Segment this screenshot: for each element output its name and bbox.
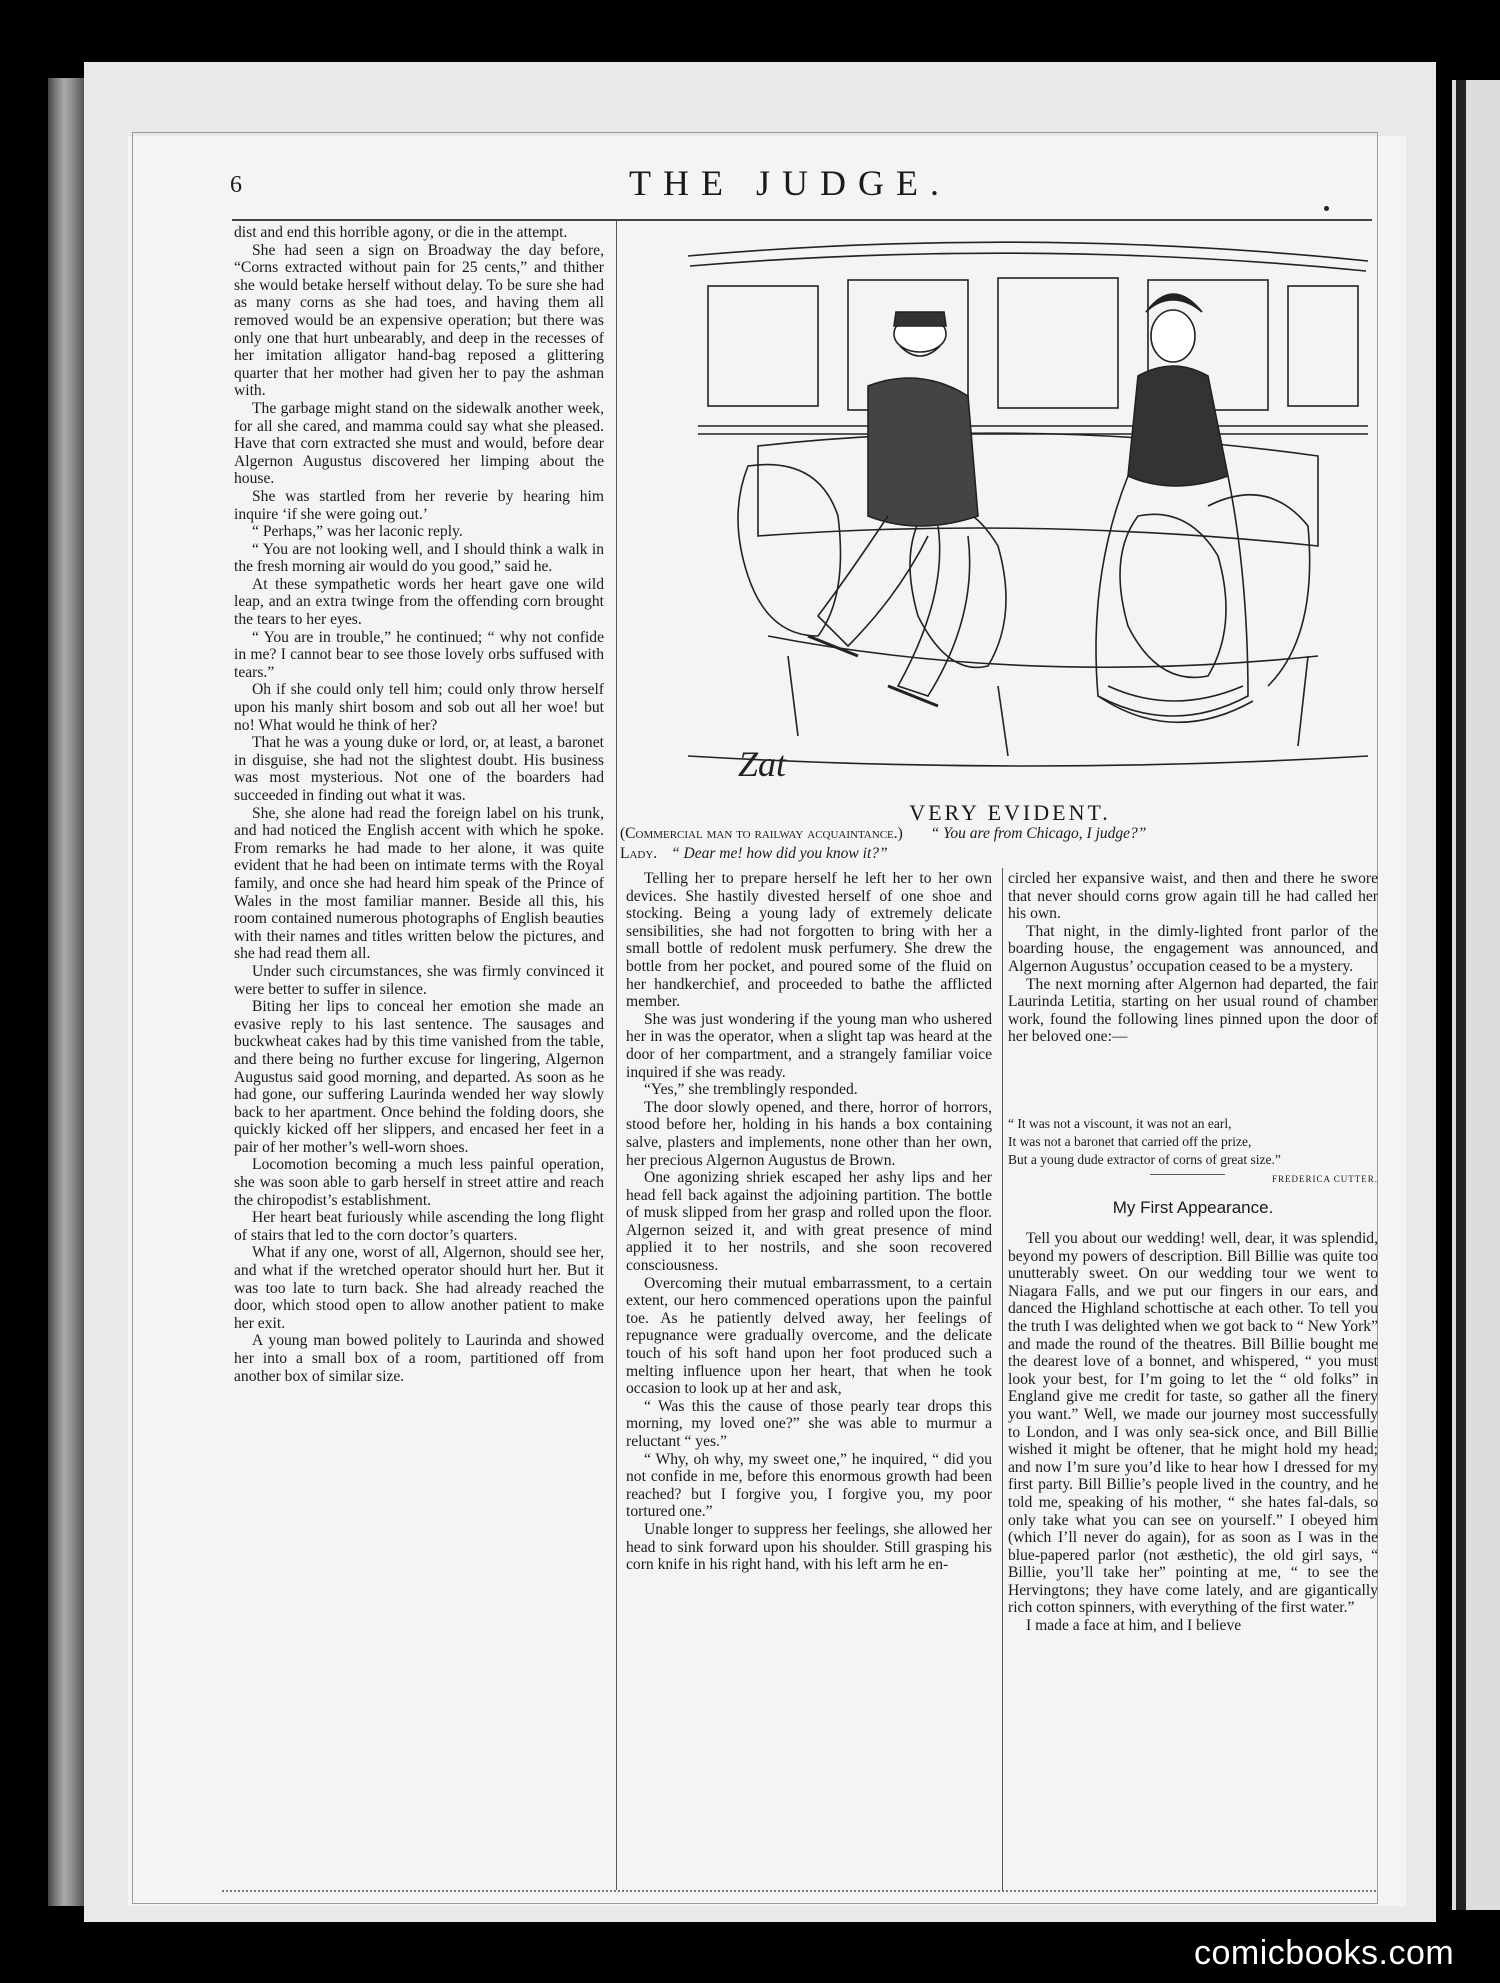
- cartoon-caption: [620, 824, 1380, 864]
- paragraph: What if any one, worst of all, Algernon, should see her, and what if the wretched operator should hurt her. But it was too late to turn back. She had already reached the door, which stood open to allow another patient to make her exit.: [234, 1244, 604, 1332]
- paragraph: Tell you about our wedding! well, dear, it was splendid, beyond my powers of description. Bill Billie was quite too unutterably sweet. On our wedding tour we went to Niagara Falls, and we put our fingers in our ears, and danced the Highland schottische at each other. To tell you the truth I was delighted when we got back to “ New York” and made the round of the theatres. Bill Billie bought me the dearest love of a bonnet, and whispered, “ you must look your best, for I’m going to let the “ old folks” in England give me credit for taste, so gather all the finery you want.” Well, we made our journey most successfully to London, and I was only sea-sick once, and Bill Billie wished it might be oftener, that he might hold my head; and now I’m sure you’d like to hear how I dressed for my first party. Bill Billie’s people lived in the country, and he told me, speaking of his mother, “ she hates fal-dals, so only take what you can see on yourself.” I obeyed him (which I’ll never do again), for as soon as I was in the blue-papered parlor (not æsthetic), the old girl says, “ Billie, you’ll take her” pointing at me, “ to see the Hervingtons; they have come lately, and are gigantically rich cotton spinners, with everything of the first water.”: [1008, 1230, 1378, 1617]
- column-rule-left: [616, 220, 617, 1890]
- article-column-3-continuation: [1008, 870, 1378, 1110]
- book-page-edges: [48, 78, 84, 1906]
- poem-signature: FREDERICA CUTTER.: [1271, 1174, 1378, 1184]
- paragraph: The next morning after Algernon had departed, the fair Laurinda Letitia, starting on her usual round of chamber work, found the following lines pinned upon the door of her beloved one:—: [1008, 975, 1378, 1046]
- page-number: 6: [230, 172, 242, 198]
- paragraph: “ Perhaps,” was her laconic reply.: [252, 523, 463, 541]
- column-rule-right: [1002, 868, 1003, 1890]
- caption-quote-2: “ Dear me! how did you know it?”: [671, 845, 888, 862]
- paragraph: One agonizing shriek escaped her ashy lips and her head fell back against the adjoining partition. The bottle of musk slipped from her grasp and rolled upon the floor. Algernon seized it, and with great presence of mind applied it to her nostrils, and she soon recovered consciousness.: [626, 1169, 992, 1275]
- caption-speaker-1: (Commercial man to railway acquaintance.): [620, 825, 903, 842]
- caption-line-1: [620, 824, 1380, 844]
- paragraph: Overcoming their mutual embarrassment, to a certain extent, our hero commenced operations upon the painful toe. As he patiently delved away, her feelings of repugnance were gradually overcome, and the delicate touch of his soft hand upon her foot produced such a melting influence upon her heart, that when he took occasion to look up at her and ask,: [626, 1274, 992, 1398]
- paragraph: Oh if she could only tell him; could only throw herself upon his manly shirt bosom and sob out all her woe! but no! What would he think of her?: [234, 681, 604, 734]
- article-column-1: [234, 224, 604, 1884]
- caption-line-2: [620, 844, 1380, 864]
- ornament-dot: [1324, 206, 1329, 211]
- article-column-2: [626, 870, 992, 1880]
- paragraph: I made a face at him, and I believe: [1026, 1617, 1242, 1635]
- paragraph: The garbage might stand on the sidewalk another week, for all she cared, and mamma could say what she pleased. Have that corn extracted she must and would, before dear Algernon Augustus discovered her limping about the house.: [234, 399, 604, 488]
- paragraph: Unable longer to suppress her feelings, she allowed her head to sink forward upon his shoulder. Still grasping his corn knife in his right hand, with his left arm he en-: [626, 1520, 992, 1574]
- section-heading: My First Appearance.: [1112, 1198, 1274, 1217]
- artist-signature: Zat: [738, 744, 787, 784]
- paragraph: dist and end this horrible agony, or die in the attempt.: [234, 224, 568, 241]
- footer-rule: [222, 1890, 1376, 1892]
- paragraph: She had seen a sign on Broadway the day before, “Corns extracted without pain for 25 cents,” and thither she would betake herself without delay. To be sure she had as many corns as she had toes, and having them all removed would be an expensive operation; but there was only one that hurt unbearably, and deep in the recesses of her imitation alligator hand-bag reposed a glittering quarter that her mother had given her to pay the ashman with.: [234, 241, 604, 400]
- caption-quote-1: “ You are from Chicago, I judge?”: [930, 825, 1147, 842]
- paragraph: A young man bowed politely to Laurinda and showed her into a small box of a room, partitioned off from another box of similar size.: [234, 1332, 604, 1385]
- adjacent-page-edge: [1452, 80, 1500, 1910]
- paragraph: “ You are not looking well, and I should think a walk in the fresh morning air would do you good,” said he.: [234, 540, 604, 576]
- poem: [1008, 1115, 1378, 1188]
- paragraph: That night, in the dimly-lighted front parlor of the boarding house, the engagement was announced, and Algernon Augustus’ occupation ceased to be a mystery.: [1008, 922, 1378, 975]
- paragraph: “ You are in trouble,” he continued; “ why not confide in me? I cannot bear to see those lovely orbs suffused with tears.”: [234, 628, 604, 681]
- paragraph: She, she alone had read the foreign label on his trunk, and had noticed the English accent with which he spoke. From remarks he had made to her alone, it was quite evident that he had been on intimate terms with the Royal family, and once she had heard him speak of the Prince of Wales in the most familiar manner. Beside all this, his room contained numerous photographs of English beauties with their names and titles written below the pictures, and she had read them all.: [234, 804, 604, 963]
- paragraph: At these sympathetic words her heart gave one wild leap, and an extra twinge from the offending corn brought the tears to her eyes.: [234, 575, 604, 629]
- article-column-3-section: [1008, 1230, 1378, 1880]
- cartoon-drawing: [668, 216, 1376, 796]
- paragraph: That he was a young duke or lord, or, at least, a baronet in disguise, she had not the slightest doubt. His business was most mysterious. Not one of the boarders had succeeded in finding out what it was.: [234, 734, 604, 804]
- poem-line-1: “ It was not a viscount, it was not an earl,: [1008, 1116, 1232, 1131]
- paragraph: Biting her lips to conceal her emotion she made an evasive reply to his last sentence. The sausages and buckwheat cakes had by this time vanished from the table, and there being no further excuse for lingering, Algernon Augustus said good morning, and departed. As soon as he had gone, our suffering Laurinda wended her way slowly back to her apartment. Once behind the folding doors, she quickly kicked off her slippers, and encased her feet in a pair of her mother’s well-worn shoes.: [234, 998, 604, 1156]
- paragraph: Her heart beat furiously while ascending the long flight of stairs that led to the corn doctor’s quarters.: [234, 1209, 604, 1244]
- caption-speaker-2: Lady.: [620, 845, 658, 862]
- paragraph: Under such circumstances, she was firmly convinced it were better to suffer in silence.: [234, 962, 604, 998]
- paragraph: “ Why, oh why, my sweet one,” he inquired, “ did you not confide in me, before this enormous growth had been reached? but I forgive you, I forgive you, my poor tortured one.”: [626, 1450, 992, 1521]
- paragraph: The door slowly opened, and there, horror of horrors, stood before her, holding in his hands a box containing salve, plasters and implements, none other than her own, her precious Algernon Augustus de Brown.: [626, 1098, 992, 1169]
- paragraph: circled her expansive waist, and then and there he swore that never should corns grow again till he had called her his own.: [1008, 870, 1378, 923]
- paragraph: “ Was this the cause of those pearly tear drops this morning, my loved one?” she was able to murmur a reluctant “ yes.”: [626, 1397, 992, 1450]
- paragraph: Locomotion becoming a much less painful operation, she was soon able to garb herself in street attire and reach the chiropodist’s establishment.: [234, 1156, 604, 1209]
- paragraph: She was just wondering if the young man who ushered her in was the operator, when a slight tap was heard at the door of her compartment, and a strangely familiar voice inquired if she was ready.: [626, 1010, 992, 1081]
- paragraph: She was startled from her reverie by hearing him inquire ‘if she were going out.’: [234, 487, 604, 523]
- cartoon-title: VERY EVIDENT.: [909, 800, 1111, 825]
- poem-line-2: It was not a baronet that carried off the prize,: [1008, 1134, 1252, 1149]
- poem-rule: [1150, 1174, 1225, 1175]
- watermark: comicbooks.com: [1194, 1934, 1455, 1972]
- paragraph: Telling her to prepare herself he left her to her own devices. She hastily divested herself of one shoe and stocking. Being a young lady of extremely delicate sensibilities, she had not forgotten to bring with her a small bottle of redolent musk perfumery. She drew the bottle from her pocket, and poured some of the fluid on her handkerchief, and proceeded to bathe the afflicted member.: [626, 870, 992, 1011]
- paragraph: “Yes,” she tremblingly responded.: [644, 1081, 858, 1099]
- poem-line-3: But a young dude extractor of corns of great size.”: [1008, 1152, 1281, 1167]
- masthead-title: THE JUDGE.: [629, 163, 951, 203]
- illustration-railway-car: [668, 216, 1376, 796]
